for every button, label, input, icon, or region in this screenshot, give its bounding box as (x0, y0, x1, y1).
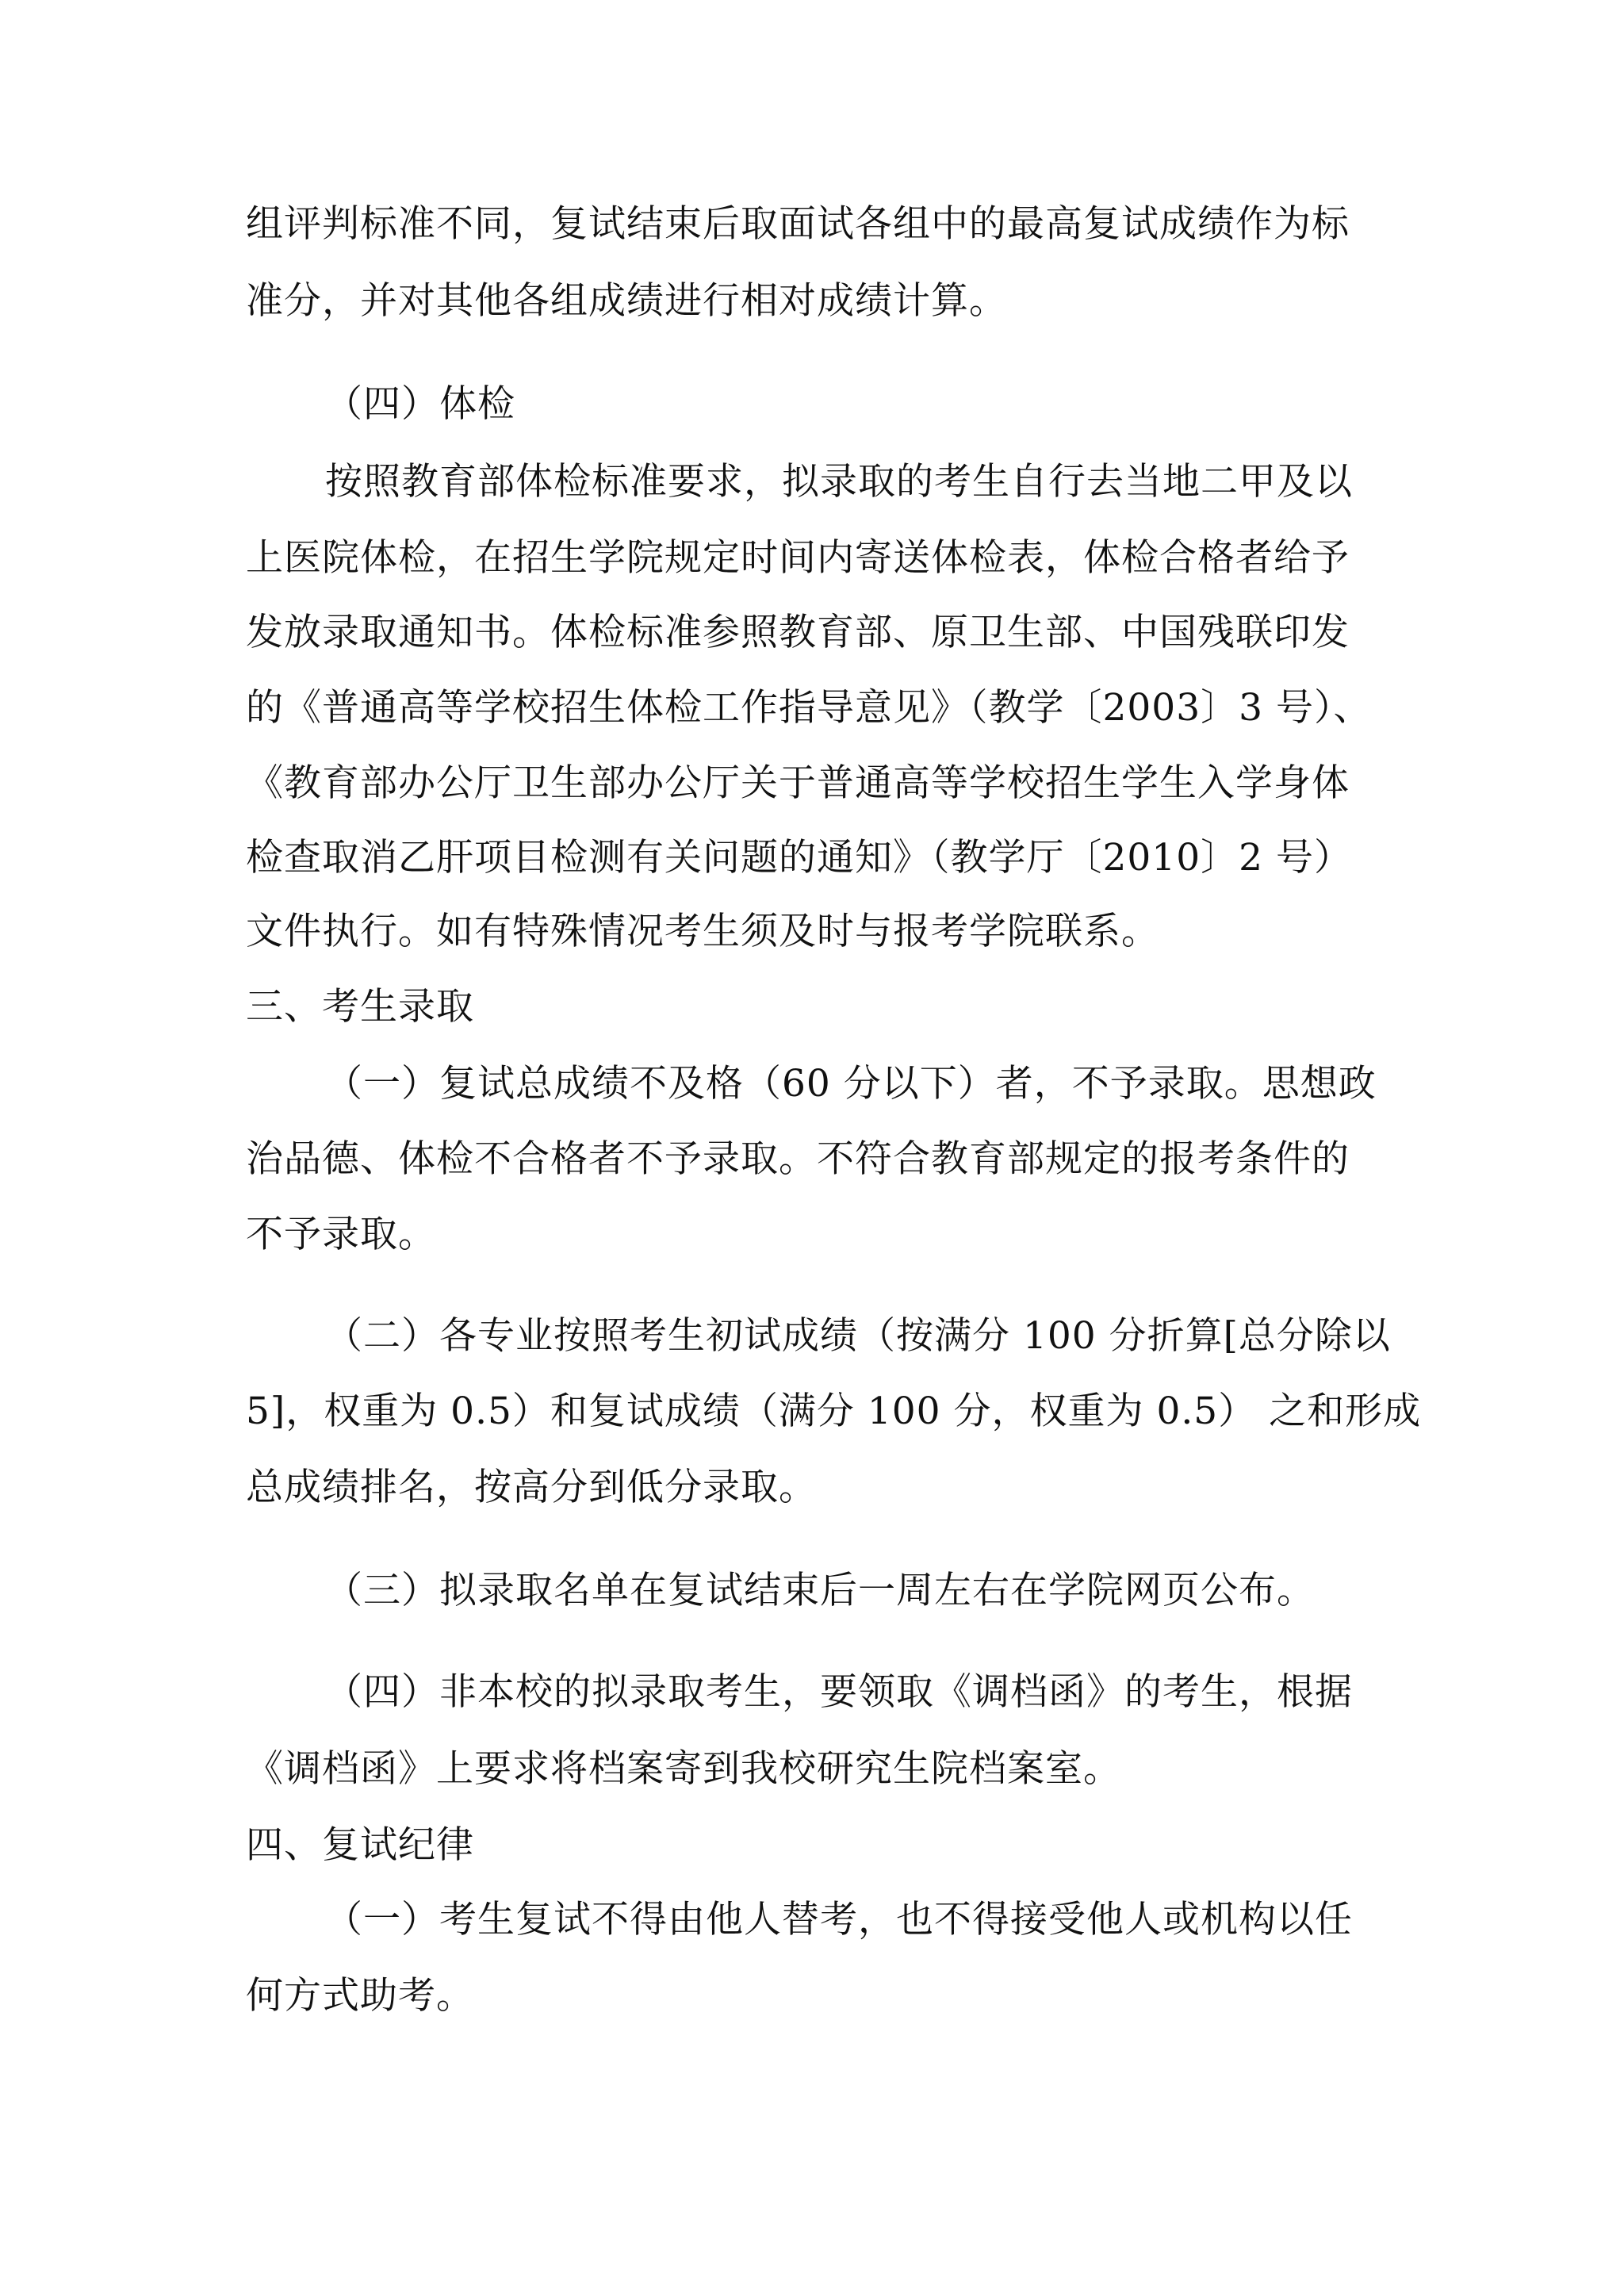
paragraph-line: 组评判标准不同，复试结束后取面试各组中的最高复试成绩作为标 (246, 202, 1350, 246)
paragraph-line: 总成绩排名，按高分到低分录取。 (246, 1466, 817, 1509)
paragraph-line: 按照教育部体检标准要求，拟录取的考生自行去当地二甲及以 (325, 460, 1353, 504)
paragraph-line: 准分，并对其他各组成绩进行相对成绩计算。 (246, 279, 1007, 323)
paragraph-line: （三）拟录取名单在复试结束后一周左右在学院网页公布。 (325, 1569, 1315, 1612)
paragraph-line: 5]，权重为 0.5）和复试成绩（满分 100 分，权重为 0.5） 之和形成 (246, 1389, 1422, 1433)
section-heading: 四、复试纪律 (246, 1823, 474, 1867)
paragraph-line: 《调档函》上要求将档案寄到我校研究生院档案室。 (246, 1747, 1121, 1791)
paragraph-line: （四）非本校的拟录取考生，要领取《调档函》的考生，根据 (325, 1670, 1353, 1714)
section-heading: （四）体检 (325, 382, 515, 426)
section-heading: 三、考生录取 (246, 985, 474, 1029)
paragraph-line: 上医院体检，在招生学院规定时间内寄送体检表，体检合格者给予 (246, 536, 1350, 580)
paragraph-line: （二）各专业按照考生初试成绩（按满分 100 分折算[总分除以 (325, 1314, 1391, 1358)
paragraph-line: （一）考生复试不得由他人替考，也不得接受他人或机构以任 (325, 1898, 1353, 1941)
paragraph-line: 检查取消乙肝项目检测有关问题的通知》（教学厅〔2010〕2 号） (246, 836, 1352, 880)
paragraph-line: 治品德、体检不合格者不予录取。不符合教育部规定的报考条件的 (246, 1137, 1350, 1181)
paragraph-line: 何方式助考。 (246, 1974, 474, 2018)
paragraph-line: 发放录取通知书。体检标准参照教育部、原卫生部、中国残联印发 (246, 611, 1350, 654)
paragraph-line: 文件执行。如有特殊情况考生须及时与报考学院联系。 (246, 910, 1159, 953)
paragraph-line: （一）复试总成绩不及格（60 分以下）者，不予录取。思想政 (325, 1062, 1377, 1106)
paragraph-line: 不予录取。 (246, 1213, 436, 1256)
paragraph-line: 《教育部办公厅卫生部办公厅关于普通高等学校招生学生入学身体 (246, 761, 1350, 805)
paragraph-line: 的《普通高等学校招生体检工作指导意见》（教学〔2003〕3 号）、 (246, 686, 1372, 730)
